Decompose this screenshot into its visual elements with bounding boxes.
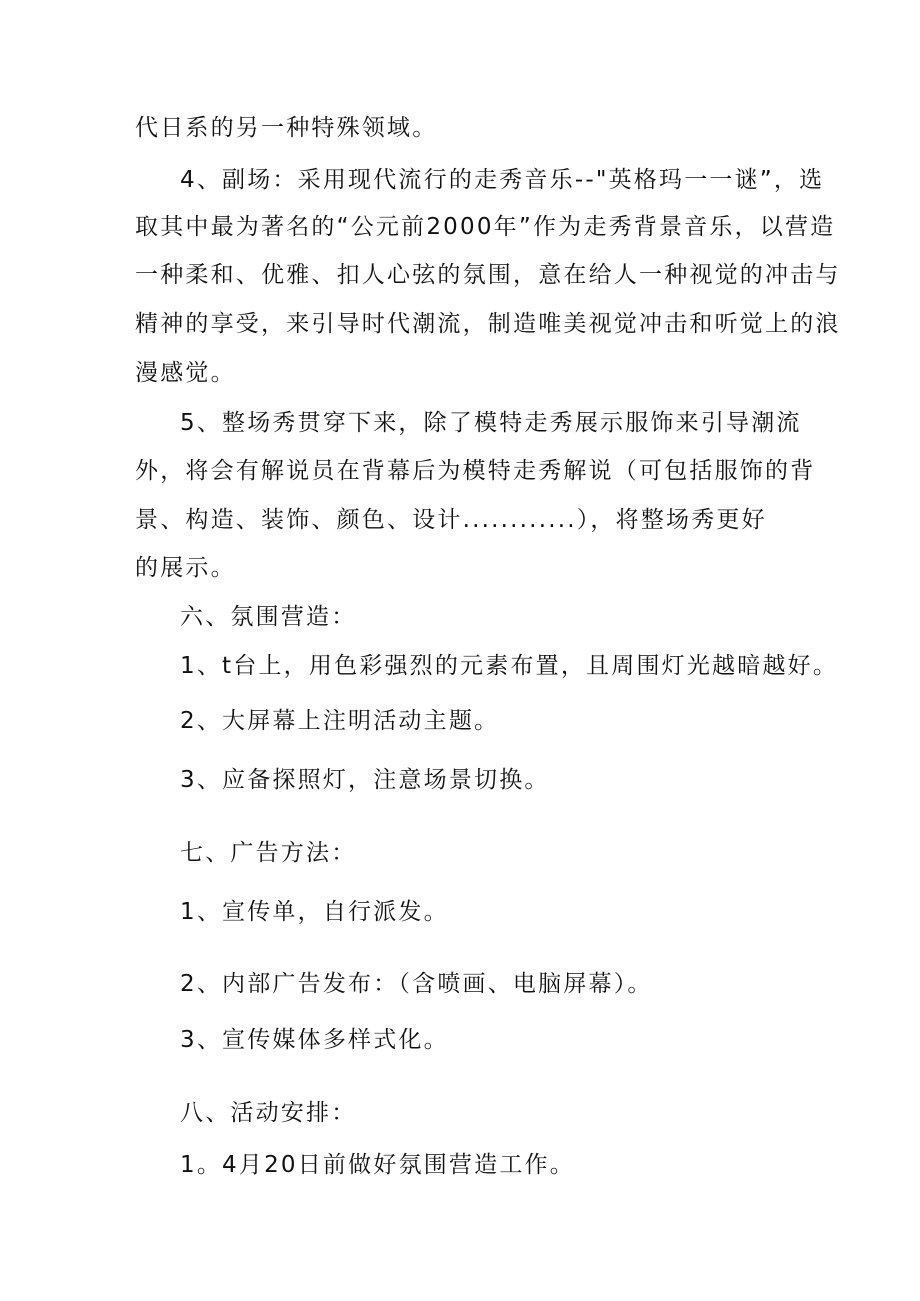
text-line: 精神的享受，来引导时代潮流，制造唯美视觉冲击和听觉上的浪 — [135, 311, 841, 337]
text-line: 的展示。 — [135, 555, 236, 581]
section-heading: 八、活动安排： — [180, 1100, 357, 1126]
section-heading: 六、氛围营造： — [180, 604, 357, 630]
text-line: 4、副场：采用现代流行的走秀音乐--"英格玛一一谜”，选 — [180, 167, 825, 193]
section-heading: 七、广告方法： — [180, 840, 357, 866]
text-line: 2、大屏幕上注明活动主题。 — [180, 708, 500, 734]
text-line: 2、内部广告发布：（含喷画、电脑屏幕）。 — [180, 971, 653, 997]
text-line: 1、宣传单，自行派发。 — [180, 899, 449, 925]
text-line: 3、宣传媒体多样式化。 — [180, 1027, 449, 1053]
text-line: 漫感觉。 — [135, 360, 236, 386]
text-line: 3、应备探照灯，注意场景切换。 — [180, 767, 550, 793]
text-line: 取其中最为著名的“公元前2000年”作为走秀背景音乐，以营造 — [135, 214, 836, 240]
text-line: 景、构造、装饰、颜色、设计............），将整场秀更好 — [135, 507, 767, 533]
text-line: 一种柔和、优雅、扣人心弦的氛围，意在给人一种视觉的冲击与 — [135, 262, 841, 288]
text-line: 5、整场秀贯穿下来，除了模特走秀展示服饰来引导潮流 — [180, 410, 802, 436]
text-line: 1。4月20日前做好氛围营造工作。 — [180, 1152, 575, 1178]
text-line: 外，将会有解说员在背幕后为模特走秀解说（可包括服饰的背 — [135, 458, 816, 484]
text-line: 代日系的另一种特殊领域。 — [135, 115, 438, 141]
text-line: 1、t台上，用色彩强烈的元素布置，且周围灯光越暗越好。 — [180, 653, 839, 679]
